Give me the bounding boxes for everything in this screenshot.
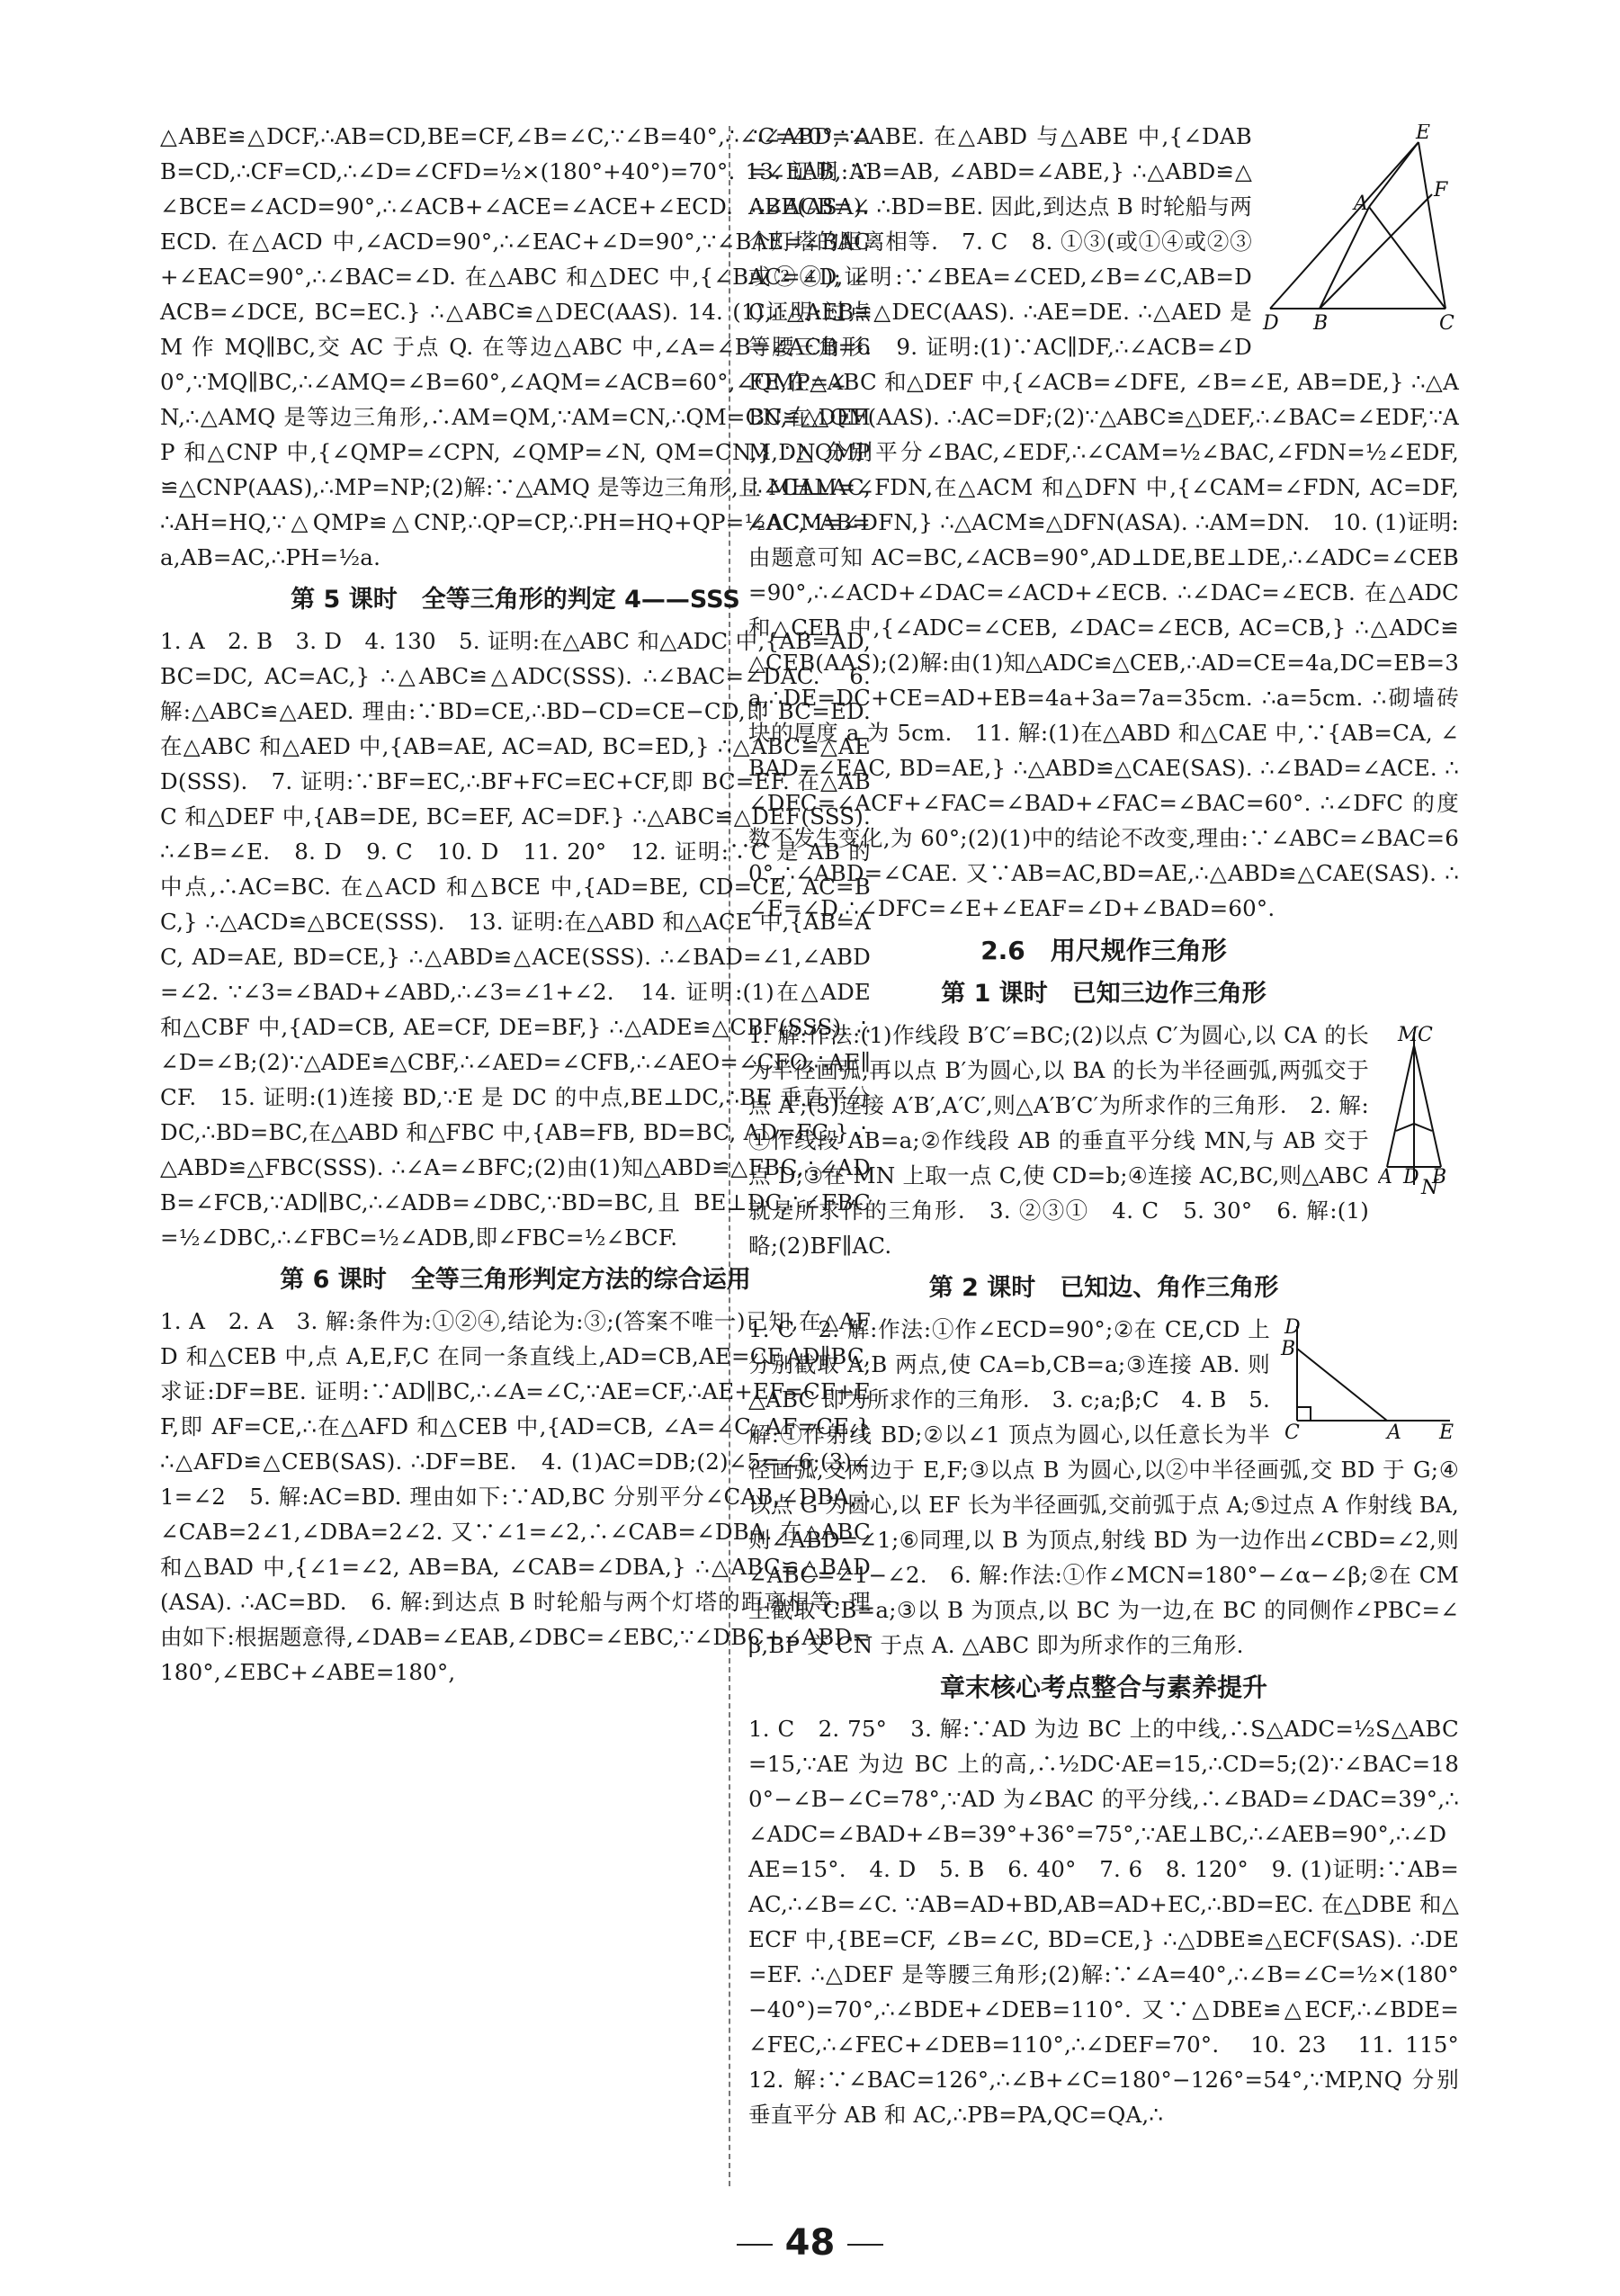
point-label: M	[1398, 1024, 1419, 1046]
page-number-dash	[847, 2244, 883, 2246]
answer-text-block: ∴∠ABD=∠ABE. 在△ABD 与△ABE 中,{∠DAB=∠EAB, AB=AB, ∠ABD=∠ABE,} ∴△ABD≌△ABE(ASA). ∴BD=BE. 因此,到达点 B 时轮船与两个灯塔的距离相等. 7. C 8. ①③(或①④或②③或②④);证明:∵∠BEA=∠CED,∠B=∠C,AB=DC,∴△AEB≌△DEC(AAS). ∴AE=DE. ∴△AED 是等腰三角形. 9. 证明:(1)∵AC∥DF,∴∠ACB=∠DFE,在△ABC 和△DEF 中,{∠ACB=∠DFE, ∠B=∠E, AB=DE,} ∴△ABC≌△DEF(AAS). ∴AC=DF;(2)∵△ABC≌△DEF,∴∠BAC=∠EDF,∵AM,DN 分别平分∠BAC,∠EDF,∴∠CAM=½∠BAC,∠FDN=½∠EDF,∴∠CAM=∠FDN,在△ACM 和△DFN 中,{∠CAM=∠FDN, AC=DF, ∠ACM=∠DFN,} ∴△ACM≌△DFN(ASA). ∴AM=DN. 10. (1)证明:由题意可知 AC=BC,∠ACB=90°,AD⊥DE,BE⊥DE,∴∠ADC=∠CEB=90°,∴∠ACD+∠DAC=∠ACD+∠ECB. ∴∠DAC=∠ECB. 在△ADC 和△CEB 中,{∠ADC=∠CEB, ∠DAC=∠ECB, AC=CB,} ∴△ADC≌△CEB(AAS);(2)解:由(1)知△ADC≌△CEB,∴AD=CE=4a,DC=EB=3a,∴DE=DC+CE=AD+EB=4a+3a=7a=35cm. ∴a=5cm. ∴砌墙砖块的厚度 a 为 5cm. 11. 解:(1)在△ABD 和△CAE 中,∵{AB=CA, ∠BAD=∠EAC, BD=AE,} ∴△ABD≌△CAE(SAS). ∴∠BAD=∠ACE. ∴∠DFC=∠ACF+∠FAC=∠BAD+∠FAC=∠BAC=60°. ∴∠DFC 的度数不发生变化,为 60°;(2)(1)中的结论不改变,理由:∵∠ABC=∠BAC=60°,∴∠ABD=∠CAE. 又∵AB=AC,BD=AE,∴△ABD≌△CAE(SAS). ∴∠E=∠D,∴∠DFC=∠E+∠EAF=∠D+∠BAD=60°.	[748, 123, 1459, 921]
answer-text-block: 1. C 2. 解:作法:①作∠ECD=90°;②在 CE,CD 上分别截取 A,B 两点,使 CA=b,CB=a;③连接 AB. 则△ABC 即为所求作的三角形. 3. c;a;β;C 4. B 5. 解:①作射线 BD;②以∠1 顶点为圆心,以任意长为半径画弧,交两边于 E,F;③以点 B 为圆心,以②中半径画弧,交 BD 于 G;④以点 G 为圆心,以 EF 长为半径画弧,交前弧于点 A;⑤过点 A 作射线 BA,则∠ABD=∠1;⑥同理,以 B 为顶点,射线 BD 为一边作出∠CBD=∠2,则∠ABC=∠1−∠2. 6. 解:作法:①作∠MCN=180°−∠α−∠β;②在 CM 上截取 CB=a;③以 B 为顶点,以 BC 为一边,在 BC 的同侧作∠PBC=∠β,BP 交 CN 于点 A. △ABC 即为所求作的三角形.	[748, 1316, 1459, 1658]
point-label: D	[1403, 1166, 1419, 1188]
section-heading: 2.6 用尺规作三角形	[980, 936, 1227, 965]
lesson-heading: 第 5 课时 全等三角形的判定 4——SSS	[291, 586, 740, 614]
lesson-heading: 第 6 课时 全等三角形判定方法的综合运用	[280, 1266, 751, 1294]
point-label: D	[1263, 312, 1279, 331]
triangle-figure-11	[1261, 124, 1459, 335]
answer-text-block: 1. A 2. A 3. 解:条件为:①②④,结论为:③;(答案不唯一)已知,在△AFD 和△CEB 中,点 A,E,F,C 在同一条直线上,AD=CB,AE=CF,AD∥BC,求证:DF=BE. 证明:∵AD∥BC,∴∠A=∠C,∵AE=CF,∴AE+EF=CF+EF,即 AF=CE,∴在△AFD 和△CEB 中,{AD=CB, ∠A=∠C, AF=CE,} ∴△AFD≌△CEB(SAS). ∴DF=BE. 4. (1)AC=DB;(2)∠5=∠6;(3)∠1=∠2 5. 解:AC=BD. 理由如下:∵AD,BC 分别平分∠CAB,∠DBA,∴∠CAB=2∠1,∠DBA=2∠2. 又∵∠1=∠2,∴∠CAB=∠DBA. 在△ABC 和△BAD 中,{∠1=∠2, AB=BA, ∠CAB=∠DBA,} ∴△ABC≌△BAD(ASA). ∴AC=BD. 6. 解:到达点 B 时轮船与两个灯塔的距离相等. 理由如下:根据题意得,∠DAB=∠EAB,∠DBC=∠EBC,∵∠DBC+∠ABD=180°,∠EBC+∠ABE=180°,	[160, 1308, 871, 1685]
page-number-text: 48	[784, 2222, 836, 2264]
answer-text-block: 1. A 2. B 3. D 4. 130 5. 证明:在△ABC 和△ADC 中,{AB=AD, BC=DC, AC=AC,} ∴△ABC≌△ADC(SSS). ∴∠BAC=∠DAC. 6. 解:△ABC≌△AED. 理由:∵BD=CE,∴BD−CD=CE−CD,即 BC=ED. 在△ABC 和△AED 中,{AB=AE, AC=AD, BC=ED,} ∴△ABC≌△AED(SSS). 7. 证明:∵BF=EC,∴BF+FC=EC+CF,即 BC=EF. 在△ABC 和△DEF 中,{AB=DE, BC=EF, AC=DF.} ∴△ABC≌△DEF(SSS). ∴∠B=∠E. 8. D 9. C 10. D 11. 20° 12. 证明:∵C 是 AB 的中点,∴AC=BC. 在△ACD 和△BCE 中,{AD=BE, CD=CE, AC=BC,} ∴△ACD≌△BCE(SSS). 13. 证明:在△ABD 和△ACE 中,{AB=AC, AD=AE, BD=CE,} ∴△ABD≌△ACE(SSS). ∴∠BAD=∠1,∠ABD=∠2. ∵∠3=∠BAD+∠ABD,∴∠3=∠1+∠2. 14. 证明:(1)在△ADE 和△CBF 中,{AD=CB, AE=CF, DE=BF,} ∴△ADE≌△CBF(SSS). ∴∠D=∠B;(2)∵△ADE≌△CBF,∴∠AED=∠CFB,∴∠AEO=∠CFO,∴AE∥CF. 15. 证明:(1)连接 BD,∵E 是 DC 的中点,BE⊥DC,∴BE 垂直平分 DC,∴BD=BC,在△ABD 和△FBC 中,{AB=FB, BD=BC, AD=FC,} ∴△ABD≌△FBC(SSS). ∴∠A=∠BFC;(2)由(1)知△ABD≌△FBC,∴∠ADB=∠FCB,∵AD∥BC,∴∠ADB=∠DBC,∵BD=BC,且 BE⊥DC,∴∠FBC=½∠DBC,∴∠FBC=½∠ADB,即∠FBC=½∠BCF.	[160, 628, 871, 1251]
point-label: C	[1418, 1024, 1433, 1046]
lesson-heading: 第 1 课时 已知三边作三角形	[941, 980, 1266, 1008]
point-label: B	[1313, 312, 1329, 331]
point-label: B	[1281, 1338, 1296, 1360]
perpendicular-bisector-figure	[1378, 1023, 1459, 1197]
point-label: F	[1434, 179, 1448, 202]
answer-text-block: 1. C 2. 75° 3. 解:∵AD 为边 BC 上的中线,∴S△ADC=½S△ABC=15,∵AE 为边 BC 上的高,∴½DC·AE=15,∴CD=5;(2)∵∠BAC=180°−∠B−∠C=78°,∵AD 为∠BAC 的平分线,∴∠BAD=∠DAC=39°,∴∠ADC=∠BAD+∠B=39°+36°=75°,∵AE⊥BC,∴∠AEB=90°,∴∠DAE=15°. 4. D 5. B 6. 40° 7. 6 8. 120° 9. (1)证明:∵AB=AC,∴∠B=∠C. ∵AB=AD+BD,AB=AD+EC,∴BD=EC. 在△DBE 和△ECF 中,{BE=CF, ∠B=∠C, BD=CE,} ∴△DBE≌△ECF(SAS). ∴DE=EF. ∴△DEF 是等腰三角形;(2)解:∵∠A=40°,∴∠B=∠C=½×(180°−40°)=70°,∴∠BDE+∠DEB=110°. 又∵△DBE≌△ECF,∴∠BDE=∠FEC,∴∠FEC+∠DEB=110°,∴∠DEF=70°. 10. 23 11. 115° 12. 解:∵∠BAC=126°,∴∠B+∠C=180°−126°=54°,∵MP,NQ 分别垂直平分 AB 和 AC,∴PB=PA,QC=QA,∴	[748, 1716, 1481, 2128]
lesson-heading: 第 2 课时 已知边、角作三角形	[928, 1274, 1279, 1302]
point-label: D	[1284, 1317, 1301, 1339]
right-triangle-figure	[1279, 1317, 1459, 1447]
point-label: A	[1378, 1166, 1392, 1188]
point-label: C	[1284, 1422, 1300, 1443]
point-label: E	[1439, 1422, 1454, 1443]
right-column	[748, 119, 1481, 2132]
chapter-review-heading: 章末核心考点整合与素养提升	[939, 1673, 1267, 1702]
answer-text-block: 1. 解:作法:(1)作线段 B′C′=BC;(2)以点 C′为圆心,以 CA 的长为半径画弧,再以点 B′为圆心,以 BA 的长为半径画弧,两弧交于点 A′;(3)连接 A′B′,A′C′,则△A′B′C′为所求作的三角形. 2. 解:①作线段 AB=a;②作线段 AB 的垂直平分线 MN,与 AB 交于点 D;③在 MN 上取一点 C,使 CD=b;④连接 AC,BC,则△ABC 就是所求作的三角形. 3. ②③① 4. C 5. 30° 6. 解:(1)略;(2)BF∥AC.	[748, 1022, 1369, 1259]
point-label: A	[1387, 1422, 1401, 1443]
point-label: E	[1416, 124, 1431, 144]
answer-text-block: △ABE≌△DCF,∴AB=CD,BE=CF,∠B=∠C,∵∠B=40°,∴∠C=40°,∵AB=CD,∴CF=CD,∴∠D=∠CFD=½×(180°+40°)=70°. 13. 证明:∵∠BCE=∠ACD=90°,∴∠ACB+∠ACE=∠ACE+∠ECD. ∴∠ACB=∠ECD. 在△ACD 中,∠ACD=90°,∴∠EAC+∠D=90°,∵∠BAE=∠BAC+∠EAC=90°,∴∠BAC=∠D. 在△ABC 和△DEC 中,{∠BAC=∠D, ∠ACB=∠DCE, BC=EC.} ∴△ABC≌△DEC(AAS). 14. (1)证明:过点 M 作 MQ∥BC,交 AC 于点 Q. 在等边△ABC 中,∠A=∠B=∠ACB=60°,∵MQ∥BC,∴∠AMQ=∠B=60°,∠AQM=∠ACB=60°,∠QMP=∠N,∴△AMQ 是等边三角形,∴AM=QM,∵AM=CN,∴QM=CN,在△QMP 和△CNP 中,{∠QMP=∠CPN, ∠QMP=∠N, QM=CN,} ∴△QMP≌△CNP(AAS),∴MP=NP;(2)解:∵△AMQ 是等边三角形,且 MH⊥AC,∴AH=HQ,∵△QMP≌△CNP,∴QP=CP,∴PH=HQ+QP=½AC,∵AB=a,AB=AC,∴PH=½a.	[160, 123, 871, 570]
page-number	[0, 2222, 1620, 2264]
point-label: N	[1421, 1177, 1439, 1194]
page-number-dash	[737, 2244, 773, 2246]
point-label: B	[1432, 1166, 1447, 1188]
point-label: A	[1354, 193, 1368, 215]
point-label: C	[1439, 312, 1454, 331]
